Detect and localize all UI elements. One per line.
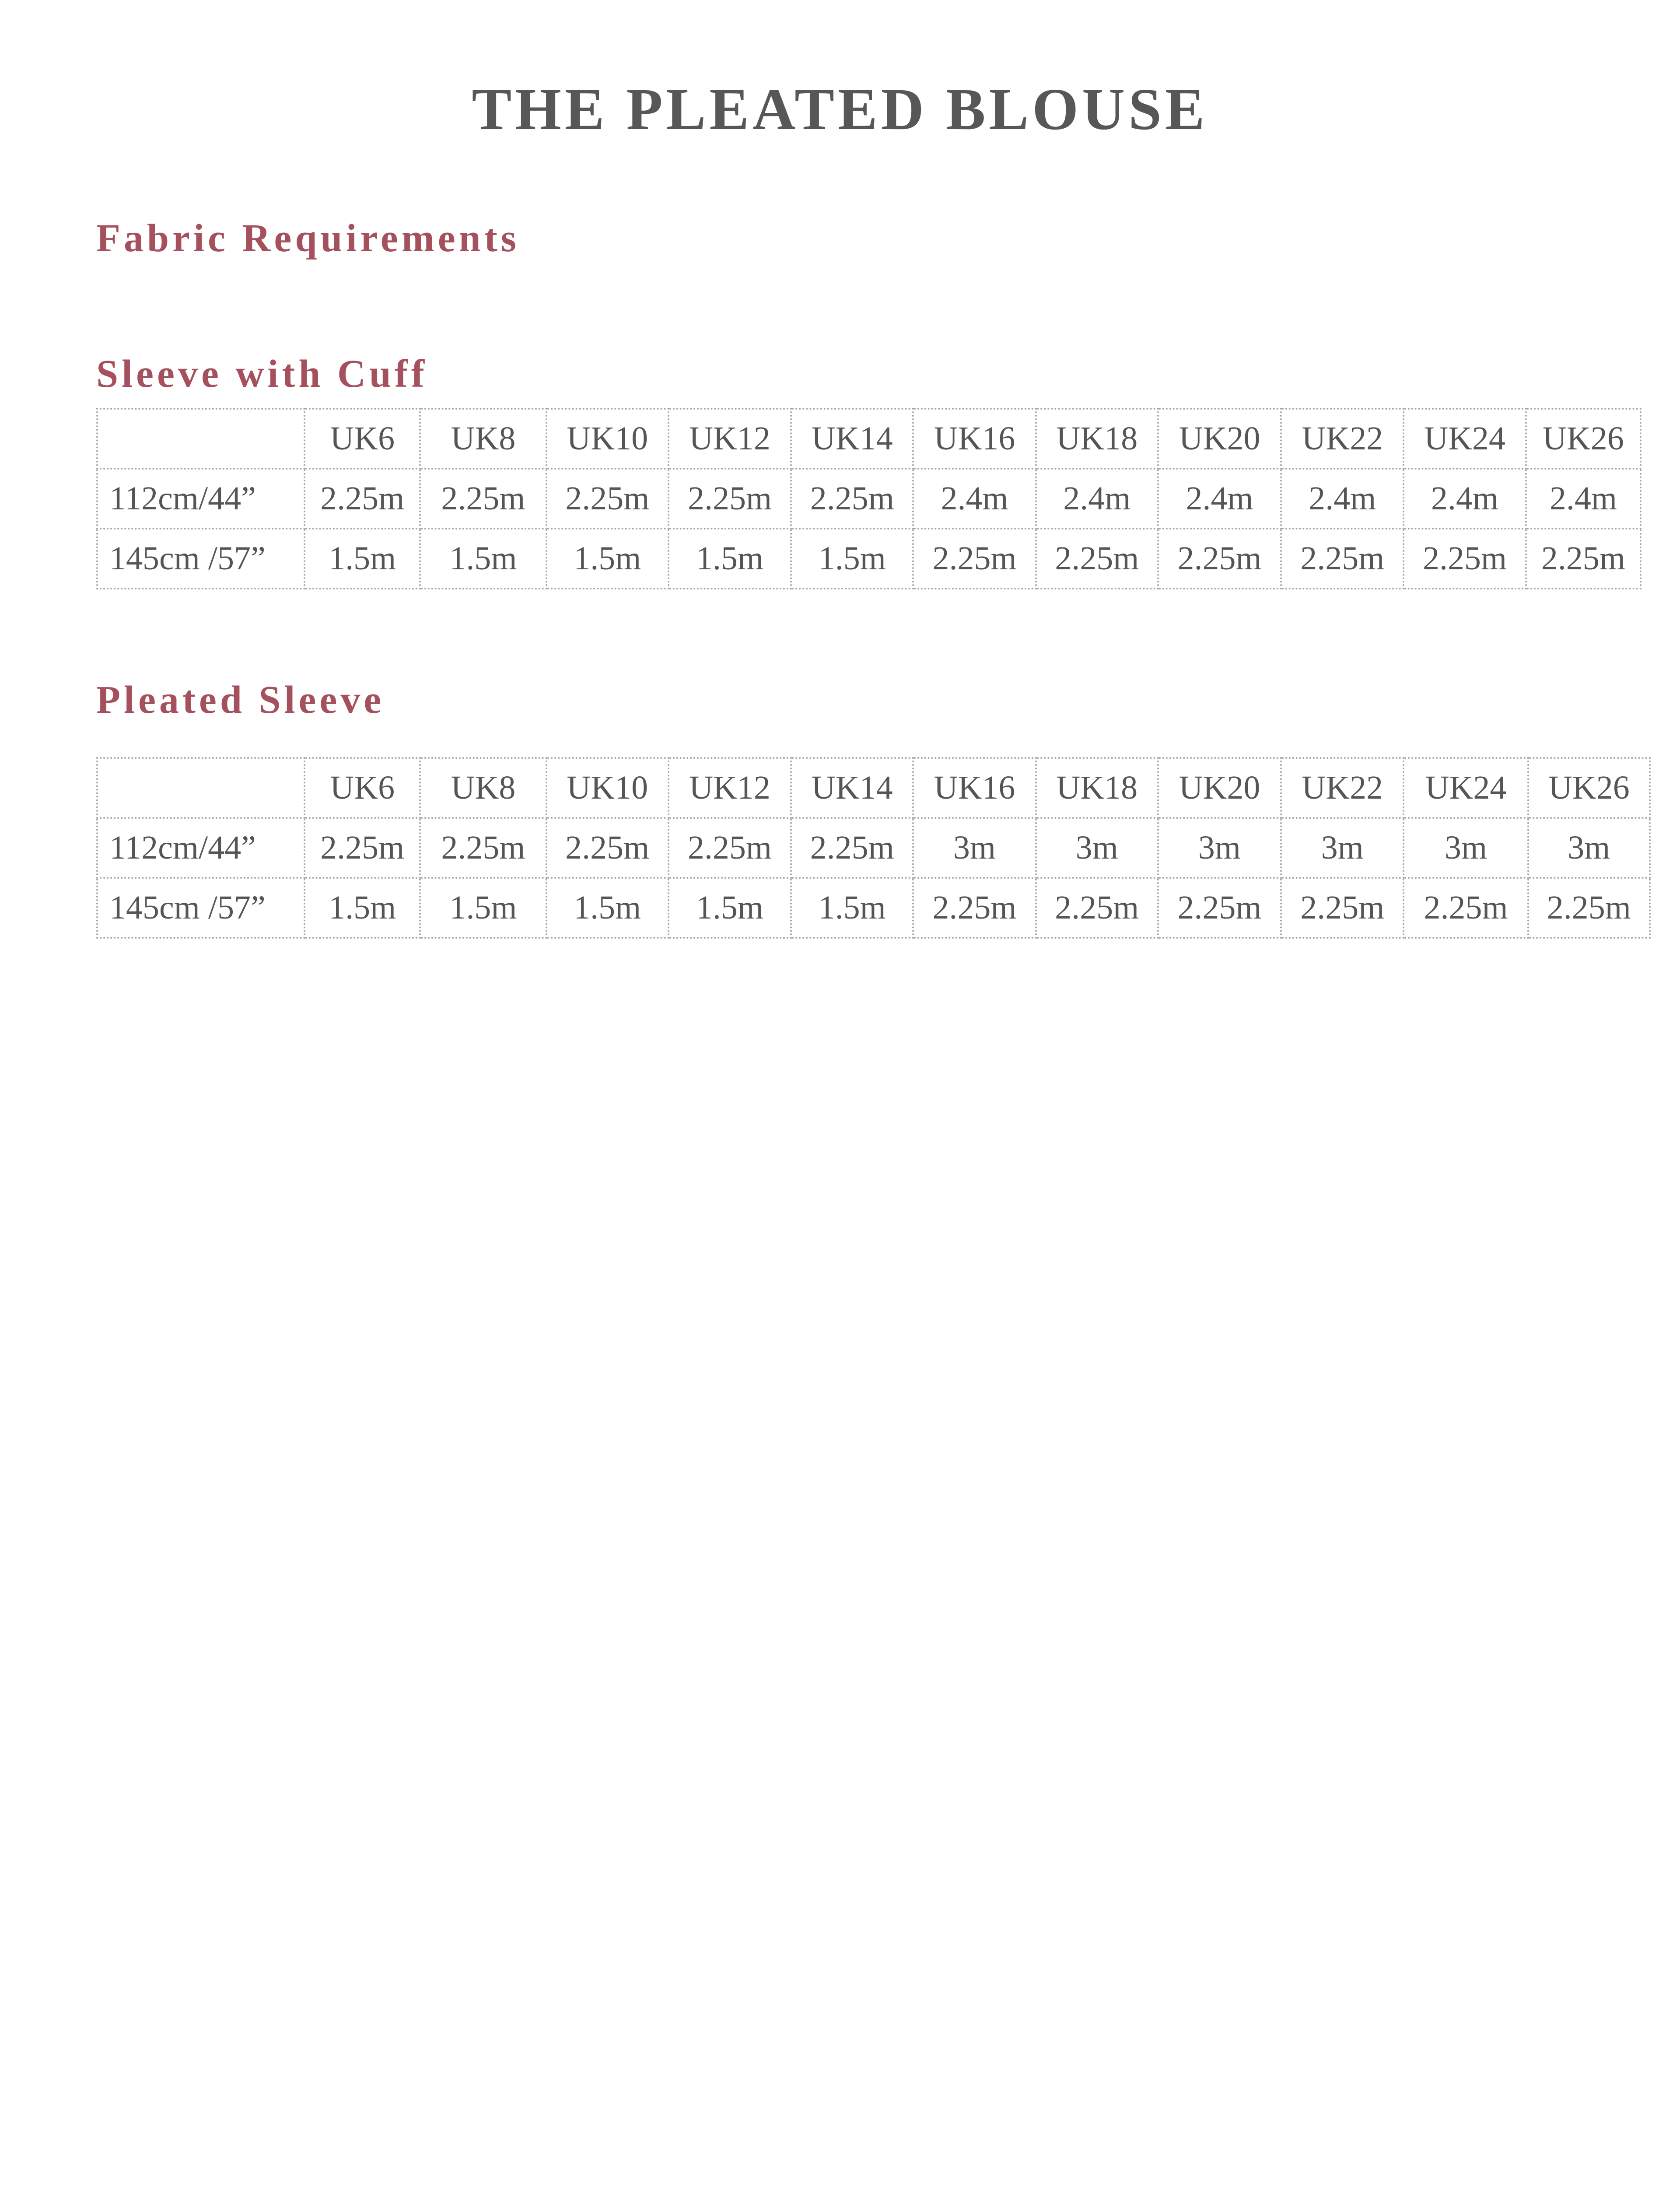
table-cell: 2.25m [1158,529,1281,589]
table-cell: 2.25m [1528,878,1650,938]
table-cell: 2.4m [1526,469,1641,529]
header-cell: UK14 [791,758,913,818]
table-cell: 2.25m [304,469,420,529]
header-cell: UK26 [1526,409,1641,469]
pleated-sleeve-table [96,757,1651,939]
header-cell: UK10 [546,758,668,818]
table-cell: 3m [1036,818,1158,878]
table-cell: 3m [1528,818,1650,878]
header-cell: UK16 [913,409,1036,469]
table-row [97,529,1641,589]
table-cell: 2.25m [1281,529,1404,589]
sleeve-with-cuff-table [96,408,1642,589]
table-row [97,878,1650,938]
table-cell: 2.4m [1281,469,1404,529]
table-cell: 2.25m [1526,529,1641,589]
header-cell [97,409,304,469]
table-cell: 3m [913,818,1036,878]
header-cell: UK6 [304,409,420,469]
table-cell: 2.25m [668,818,791,878]
table-cell: 2.25m [546,469,668,529]
table-cell: 2.25m [420,818,546,878]
table-cell: 2.25m [913,529,1036,589]
table-cell: 2.25m [791,469,913,529]
header-cell: UK22 [1281,409,1404,469]
table-cell: 3m [1158,818,1281,878]
row-label-cell: 145cm /57” [97,529,304,589]
table-cell: 2.25m [420,469,546,529]
table-cell: 3m [1281,818,1404,878]
header-cell: UK6 [304,758,420,818]
table-cell: 1.5m [546,529,668,589]
header-cell: UK12 [668,409,791,469]
header-cell: UK12 [668,758,791,818]
table-cell: 2.25m [668,469,791,529]
page-title: THE PLEATED BLOUSE [472,77,1208,142]
table-row [97,469,1641,529]
header-cell: UK24 [1404,409,1526,469]
header-cell: UK26 [1528,758,1650,818]
table-cell: 2.25m [304,818,420,878]
header-cell: UK22 [1281,758,1404,818]
header-cell: UK24 [1404,758,1528,818]
header-cell [97,758,304,818]
table-cell: 2.4m [1404,469,1526,529]
table-cell: 2.25m [1036,529,1158,589]
table-cell: 2.25m [1404,529,1526,589]
header-cell: UK20 [1158,758,1281,818]
table-cell: 2.25m [1158,878,1281,938]
table-cell: 2.4m [913,469,1036,529]
sleeve-with-cuff-heading: Sleeve with Cuff [96,352,428,396]
header-cell: UK18 [1036,409,1158,469]
table-cell: 1.5m [420,878,546,938]
table-cell: 2.4m [1036,469,1158,529]
row-label-cell: 112cm/44” [97,469,304,529]
table-header-row [97,758,1650,818]
table-row [97,818,1650,878]
table-cell: 1.5m [668,529,791,589]
table-cell: 1.5m [791,529,913,589]
header-cell: UK18 [1036,758,1158,818]
table-cell: 2.25m [1036,878,1158,938]
pleated-sleeve-heading: Pleated Sleeve [96,678,385,722]
table-cell: 1.5m [791,878,913,938]
row-label-cell: 112cm/44” [97,818,304,878]
table-cell: 1.5m [304,529,420,589]
row-label-cell: 145cm /57” [97,878,304,938]
table-cell: 1.5m [304,878,420,938]
table-cell: 1.5m [668,878,791,938]
table-cell: 3m [1404,818,1528,878]
table-cell: 1.5m [420,529,546,589]
header-cell: UK8 [420,409,546,469]
table-cell: 2.25m [1281,878,1404,938]
table-cell: 1.5m [546,878,668,938]
table-cell: 2.4m [1158,469,1281,529]
header-cell: UK16 [913,758,1036,818]
table-cell: 2.25m [1404,878,1528,938]
header-cell: UK14 [791,409,913,469]
table-cell: 2.25m [791,818,913,878]
header-cell: UK20 [1158,409,1281,469]
header-cell: UK10 [546,409,668,469]
table-header-row [97,409,1641,469]
header-cell: UK8 [420,758,546,818]
table-cell: 2.25m [913,878,1036,938]
fabric-requirements-heading: Fabric Requirements [96,217,520,260]
table-cell: 2.25m [546,818,668,878]
